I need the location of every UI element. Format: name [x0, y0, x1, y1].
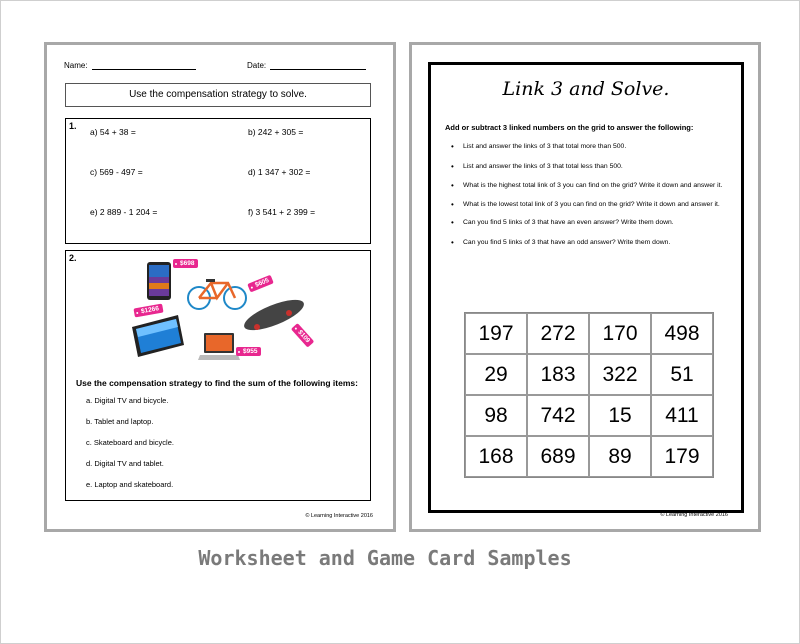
item-e: e. Laptop and skateboard. — [86, 480, 174, 489]
game-card-subtitle: Add or subtract 3 linked numbers on the grid to answer the following: — [445, 123, 694, 132]
name-label: Name: — [64, 61, 88, 70]
question-2-subtitle: Use the compensation strategy to find the sum of the following items: — [76, 378, 358, 388]
name-date-row — [64, 61, 371, 75]
date-field — [247, 61, 366, 70]
bullet-item: • What is the lowest total link of 3 you can find on the grid? Write it down and answer it. — [451, 201, 739, 210]
caption: Worksheet and Game Card Samples — [198, 546, 572, 570]
bicycle-image — [186, 277, 248, 311]
problem-d: d) 1 347 + 302 = — [248, 167, 311, 177]
grid-cell: 98 — [465, 395, 527, 436]
grid-cell: 272 — [527, 313, 589, 354]
laptop-price-tag: $955 — [236, 347, 261, 356]
grid-cell: 51 — [651, 354, 713, 395]
skateboard-price-tag: $109 — [291, 323, 315, 348]
grid-cell: 170 — [589, 313, 651, 354]
grid-cell: 15 — [589, 395, 651, 436]
worksheet-copyright: © Learning Interactive 2016 — [305, 513, 373, 519]
tablet-image — [146, 261, 172, 301]
item-c: c. Skateboard and bicycle. — [86, 438, 174, 447]
grid-cell: 742 — [527, 395, 589, 436]
problem-f: f) 3 541 + 2 399 = — [248, 207, 316, 217]
problem-c: c) 569 - 497 = — [90, 167, 143, 177]
problem-e: e) 2 889 - 1 204 = — [90, 207, 158, 217]
grid-cell: 498 — [651, 313, 713, 354]
instruction-box: Use the compensation strategy to solve. — [65, 83, 371, 107]
game-card-border — [428, 62, 744, 513]
date-line — [270, 61, 366, 70]
question-2-box — [65, 250, 371, 501]
item-b: b. Tablet and laptop. — [86, 417, 154, 426]
number-grid — [464, 312, 714, 478]
name-field — [64, 61, 196, 70]
name-line — [92, 61, 196, 70]
bullet-item: • Can you find 5 links of 3 that have an even answer? Write them down. — [451, 219, 739, 228]
item-a: a. Digital TV and bicycle. — [86, 396, 169, 405]
grid-cell: 183 — [527, 354, 589, 395]
grid-cell: 689 — [527, 436, 589, 477]
game-card-copyright: © Learning Interactive 2016 — [660, 512, 728, 518]
grid-cell: 197 — [465, 313, 527, 354]
item-d: d. Digital TV and tablet. — [86, 459, 164, 468]
bullet-item: • List and answer the links of 3 that total less than 500. — [451, 163, 739, 172]
grid-cell: 322 — [589, 354, 651, 395]
date-label: Date: — [247, 61, 267, 70]
grid-cell: 411 — [651, 395, 713, 436]
grid-cell: 168 — [465, 436, 527, 477]
bullet-item: • What is the highest total link of 3 you can find on the grid? Write it down and answer it. — [451, 182, 739, 191]
game-card-sample — [409, 42, 761, 532]
question-2-number: 2. — [69, 253, 77, 263]
problem-b: b) 242 + 305 = — [248, 127, 304, 137]
question-1-number: 1. — [69, 121, 77, 131]
bullet-item: • List and answer the links of 3 that total more than 500. — [451, 143, 739, 152]
game-card-title: Link 3 and Solve. — [502, 78, 670, 100]
bullet-item: • Can you find 5 links of 3 that have an odd answer? Write them down. — [451, 239, 739, 248]
grid-cell: 179 — [651, 436, 713, 477]
problem-a: a) 54 + 38 = — [90, 127, 136, 137]
tv-price-tag: $1266 — [133, 304, 163, 318]
laptop-image — [198, 331, 240, 363]
question-1-box — [65, 118, 371, 244]
tablet-price-tag: $698 — [173, 259, 198, 268]
grid-cell: 89 — [589, 436, 651, 477]
grid-cell: 29 — [465, 354, 527, 395]
game-card-bullets — [451, 143, 739, 247]
digital-tv-image — [128, 313, 186, 359]
worksheet-sample — [44, 42, 396, 532]
bicycle-price-tag: $605 — [247, 275, 274, 293]
